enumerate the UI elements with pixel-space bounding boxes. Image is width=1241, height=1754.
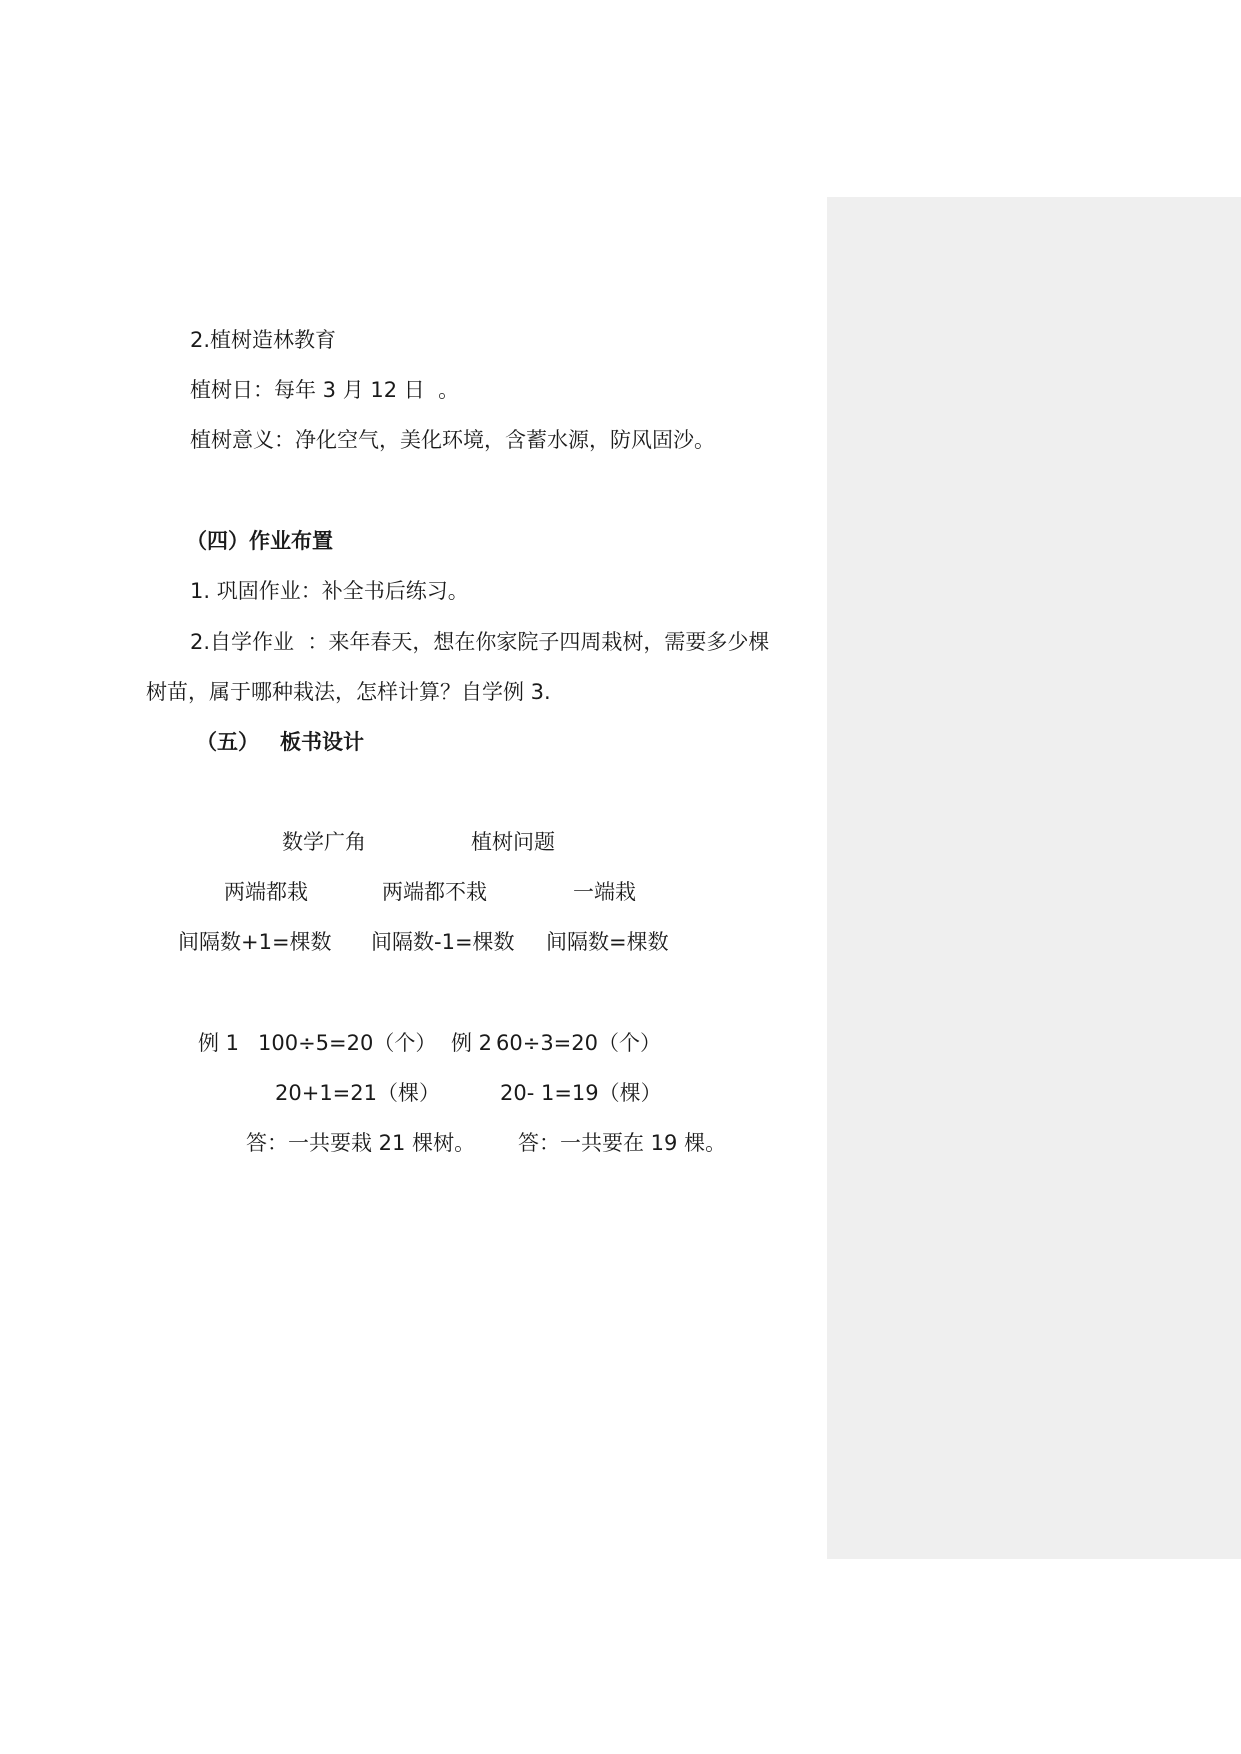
significance-line: 植树意义：净化空气，美化环境，含蓄水源，防风固沙。	[190, 428, 715, 452]
board-title-left: 数学广角	[282, 830, 366, 854]
board-case-neither-end: 两端都不栽	[382, 880, 487, 904]
board-title-right: 植树问题	[471, 830, 555, 854]
homework-item-2-line-1: 2.自学作业 ：来年春天，想在你家院子四周栽树，需要多少棵	[190, 630, 770, 654]
example-2-answer: 答：一共要在 19 棵。	[518, 1131, 727, 1155]
board-case-both-ends: 两端都栽	[224, 880, 308, 904]
comment-margin-pane	[827, 197, 1241, 1559]
homework-item-1: 1. 巩固作业：补全书后练习。	[190, 579, 469, 603]
example-1-answer: 答：一共要栽 21 棵树。	[246, 1131, 476, 1155]
section-heading-tree-planting: 2.植树造林教育	[190, 328, 337, 352]
board-case-one-end: 一端栽	[573, 880, 636, 904]
example-2-label: 例 2	[451, 1031, 493, 1055]
board-formula-one-end: 间隔数=棵数	[546, 930, 669, 954]
homework-item-2-line-2: 树苗，属于哪种栽法，怎样计算？自学例 3.	[146, 680, 551, 704]
section-heading-board-num: （五）	[196, 730, 259, 754]
example-2-step-2: 20- 1=19（棵）	[500, 1081, 662, 1105]
arbor-day-line: 植树日：每年 3 月 12 日 。	[190, 378, 460, 402]
example-1-calc: 100÷5=20（个）	[258, 1031, 437, 1055]
board-formula-both-ends: 间隔数+1=棵数	[178, 930, 332, 954]
board-formula-neither-end: 间隔数-1=棵数	[371, 930, 515, 954]
example-1-step-2: 20+1=21（棵）	[275, 1081, 440, 1105]
section-heading-homework: （四）作业布置	[186, 529, 333, 553]
example-2-calc: 60÷3=20（个）	[496, 1031, 661, 1055]
section-heading-board-text: 板书设计	[280, 730, 364, 754]
example-1-label: 例 1	[198, 1031, 240, 1055]
